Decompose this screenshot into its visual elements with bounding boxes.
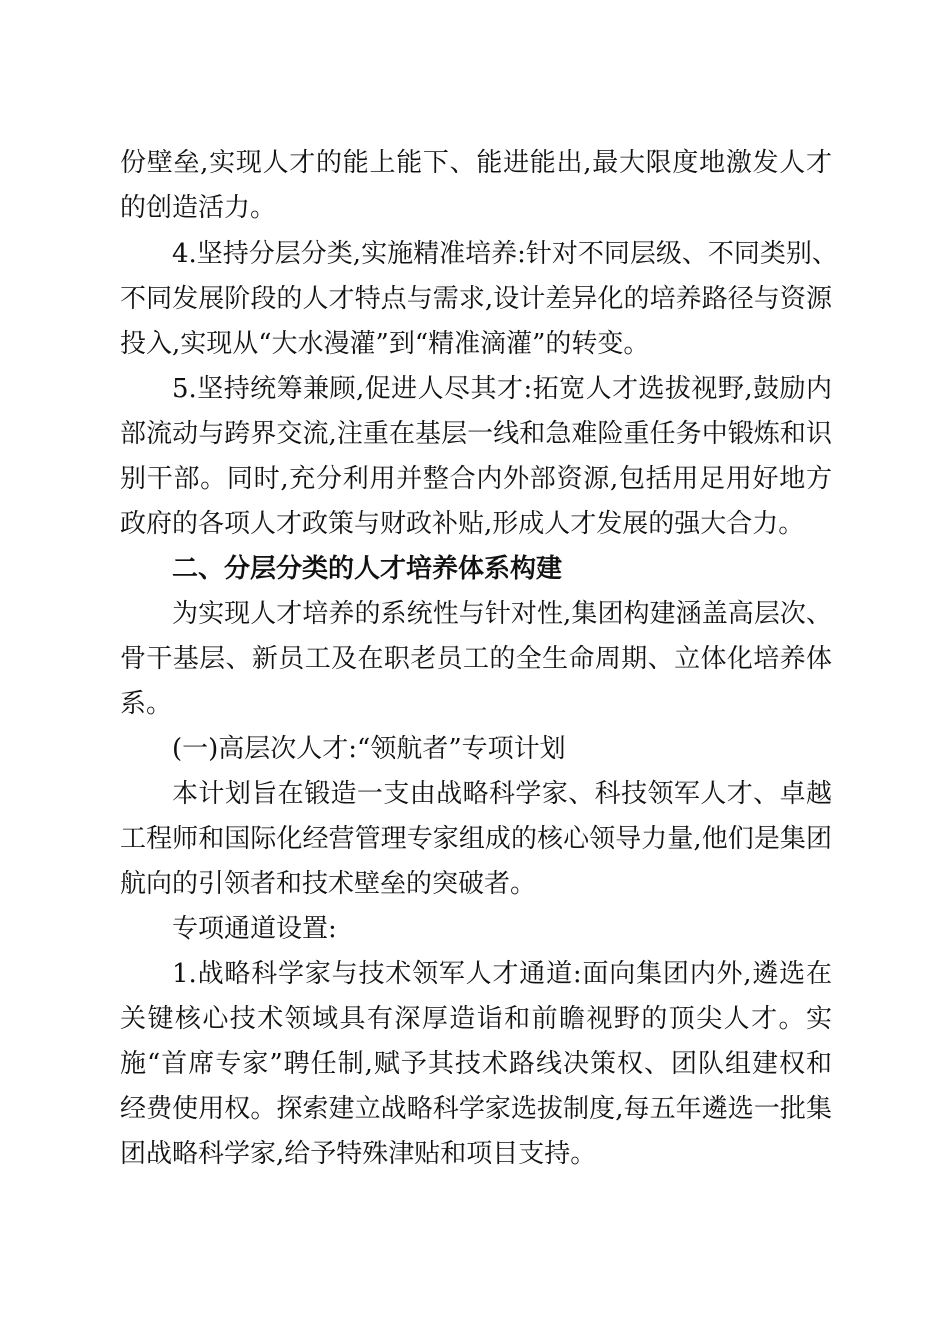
text-line: 系。 (120, 689, 173, 719)
text-line: 的创造活力。 (120, 193, 277, 223)
text-line: 工程师和国际化经营管理专家组成的核心领导力量,他们是集团 (120, 824, 832, 854)
text-line: 政府的各项人才政策与财政补贴,形成人才发展的强大合力。 (120, 509, 805, 539)
text-line: 不同发展阶段的人才特点与需求,设计差异化的培养路径与资源 (120, 284, 832, 314)
text-line: 投入,实现从“大水漫灌”到“精准滴灌”的转变。 (120, 329, 650, 359)
text-line: 航向的引领者和技术壁垒的突破者。 (120, 869, 537, 899)
text-line: 份壁垒,实现人才的能上能下、能进能出,最大限度地激发人才 (120, 148, 832, 178)
text-line: 关键核心技术领域具有深厚造诣和前瞻视野的顶尖人才。实 (120, 1004, 832, 1034)
text-line: 经费使用权。探索建立战略科学家选拔制度,每五年遴选一批集 (120, 1094, 832, 1124)
text-line: 部流动与跨界交流,注重在基层一线和急难险重任务中锻炼和识 (120, 419, 832, 449)
paragraph-first-line: 本计划旨在锻造一支由战略科学家、科技领军人才、卓越 (172, 779, 832, 809)
text-line: 骨干基层、新员工及在职老员工的全生命周期、立体化培养体 (120, 644, 832, 674)
section-heading: 二、分层分类的人才培养体系构建 (172, 554, 563, 584)
text-line: 团战略科学家,给予特殊津贴和项目支持。 (120, 1139, 597, 1169)
text-line: 别干部。同时,充分利用并整合内外部资源,包括用足用好地方 (120, 464, 832, 494)
label-line: 专项通道设置: (172, 914, 337, 944)
list-item-line: 5.坚持统筹兼顾,促进人尽其才:拓宽人才选拔视野,鼓励内 (172, 374, 832, 404)
list-item-line: 4.坚持分层分类,实施精准培养:针对不同层级、不同类别、 (172, 239, 838, 269)
text-line: 施“首席专家”聘任制,赋予其技术路线决策权、团队组建权和 (120, 1049, 832, 1079)
subsection-heading: (一)高层次人才:“领航者”专项计划 (172, 734, 566, 764)
list-item-line: 1.战略科学家与技术领军人才通道:面向集团内外,遴选在 (172, 959, 832, 989)
paragraph-first-line: 为实现人才培养的系统性与针对性,集团构建涵盖高层次、 (172, 599, 832, 629)
